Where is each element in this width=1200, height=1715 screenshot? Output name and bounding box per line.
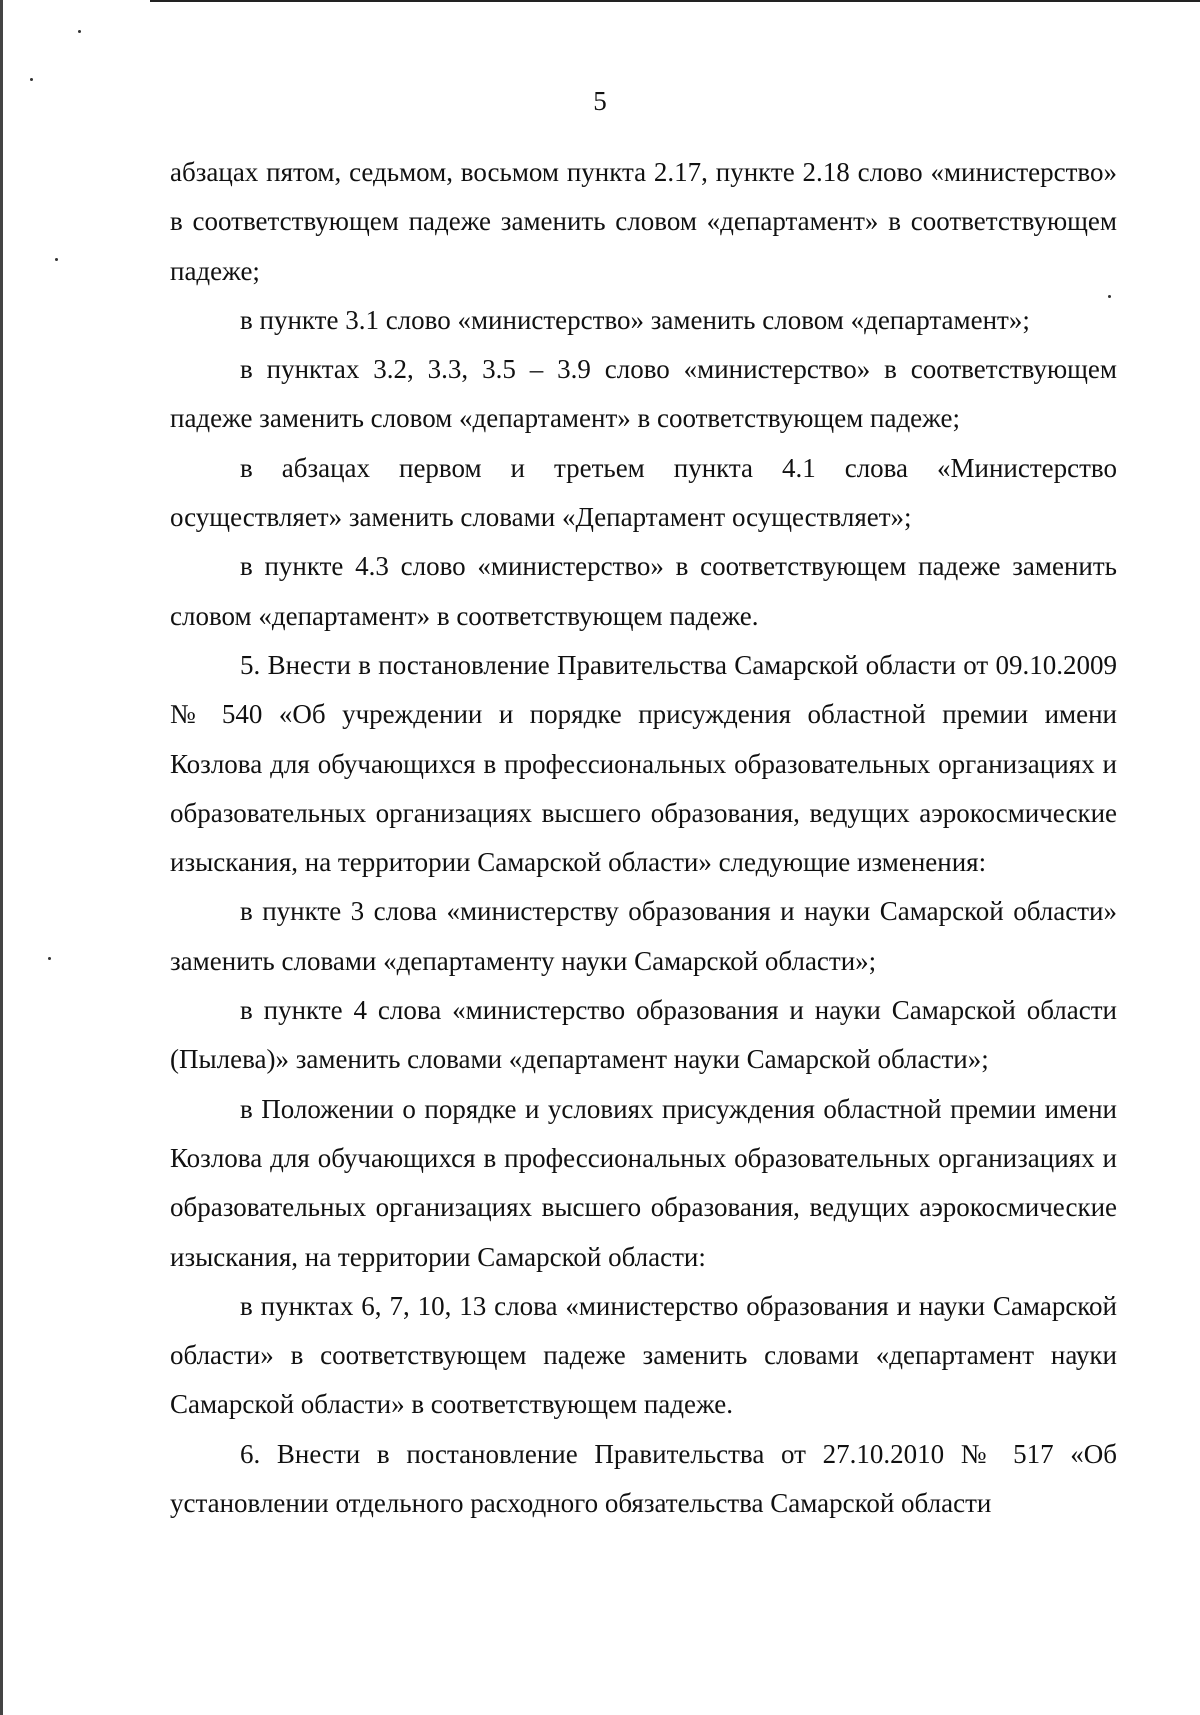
paragraph: в Положении о порядке и условиях присуждения областной премии имени Козлова для обучающихся в профессиональных образовательных организациях и образовательных организациях высшего образования, ведущих аэрокосмические изыскания, на территории Самарской области:	[170, 1093, 1117, 1272]
page-number: 5	[593, 86, 607, 116]
document-body	[170, 148, 1117, 1528]
scan-speck	[30, 78, 33, 81]
paragraph: в пункте 3 слова «министерству образования и науки Самарской области» заменить словами «департаменту науки Самарской области»;	[170, 896, 1117, 976]
paragraph: в абзацах первом и третьем пункта 4.1 слова «Министерство осуществляет» заменить словами «Департамент осуществляет»;	[170, 452, 1117, 533]
paragraph: в пункте 4.3 слово «министерство» в соответствующем падеже заменить словом «департамент» в соответствующем падеже.	[170, 551, 1117, 631]
scan-speck	[78, 30, 81, 33]
paragraph: в пунктах 6, 7, 10, 13 слова «министерство образования и науки Самарской области» в соответствующем падеже заменить словами «департамент науки Самарской области» в соответствующем падеже.	[170, 1290, 1117, 1420]
paragraph: абзацах пятом, седьмом, восьмом пункта 2.17, пункте 2.18 слово «министерство» в соответствующем падеже заменить словом «департамент» в соответствующем падеже;	[170, 157, 1117, 286]
paragraph: в пункте 3.1 слово «министерство» заменить словом «департамент»;	[240, 304, 1030, 335]
paragraph: 5. Внести в постановление Правительства Самарской области от 09.10.2009 № 540 «Об учреждении и порядке присуждения областной премии имени Козлова для обучающихся в профессиональных образовательных организациях и образовательных организациях высшего образования, ведущих аэрокосмические изыскания, на территории Самарской области» следующие изменения:	[170, 649, 1117, 878]
scan-speck	[48, 957, 51, 960]
scan-speck	[55, 258, 58, 261]
scan-top-edge	[150, 0, 1200, 2]
paragraph: 6. Внести в постановление Правительства от 27.10.2010 № 517 «Об установлении отдельного расходного обязательства Самарской области	[170, 1438, 1117, 1519]
paragraph: в пунктах 3.2, 3.3, 3.5 – 3.9 слово «министерство» в соответствующем падеже заменить словом «департамент» в соответствующем падеже;	[170, 354, 1117, 434]
paragraph: в пункте 4 слова «министерство образования и науки Самарской области (Пылева)» заменить словами «департамент науки Самарской области»;	[170, 995, 1117, 1075]
scan-left-edge	[0, 0, 3, 1715]
